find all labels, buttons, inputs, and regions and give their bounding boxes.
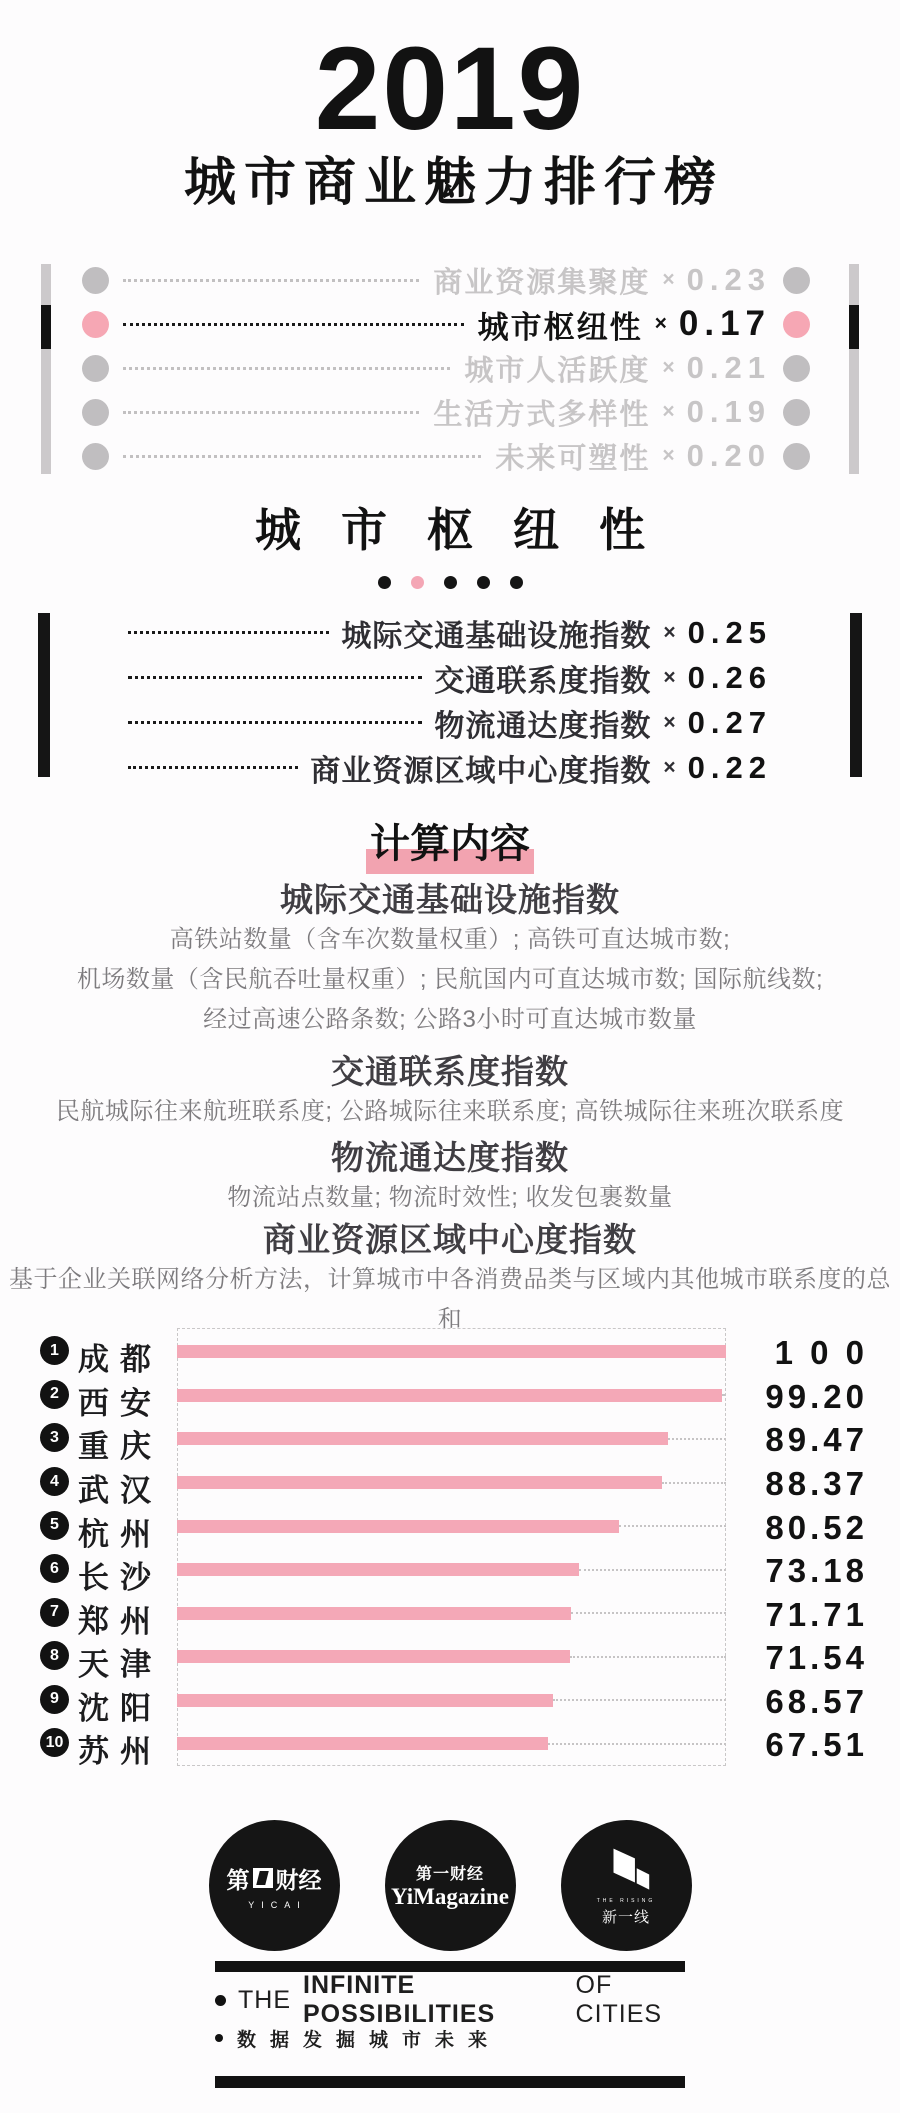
bar [177, 1737, 548, 1750]
highlighted-title: 计算内容 [366, 822, 534, 874]
chart-row [0, 1594, 900, 1639]
right-black-bar [850, 613, 862, 777]
active-row-marker [849, 305, 859, 349]
subindex-label: 城际交通基础设施指数 [341, 619, 652, 653]
rank-badge: 3 [40, 1423, 69, 1452]
bar [177, 1476, 662, 1489]
yicai-zh-right: 财经 [275, 1866, 322, 1893]
right-edge-strip [849, 264, 859, 474]
yicai-logo [209, 1820, 340, 1951]
city-label: 天津 [78, 1647, 162, 1683]
yimagazine-zh: 第一财经 [415, 1866, 484, 1884]
weight-value: 0.21 [686, 350, 771, 386]
carousel-dot [510, 576, 523, 589]
dotted-leader [123, 411, 419, 414]
brand-logos [0, 1820, 900, 1951]
active-row-marker [41, 305, 51, 349]
bar [177, 1694, 553, 1707]
building-icon [599, 1845, 653, 1895]
multiply-sign: × [662, 444, 675, 468]
dotted-leader [123, 323, 464, 326]
ranking-bar-chart [0, 1328, 900, 1768]
city-label: 苏州 [78, 1734, 162, 1770]
value-label: 73.18 [765, 1552, 868, 1590]
bar-leader [553, 1699, 726, 1701]
bar-leader [571, 1612, 726, 1614]
page-title: 城市商业魅力排行榜 [183, 154, 724, 212]
subindex-row [128, 745, 772, 790]
value-label: 67.51 [765, 1726, 868, 1764]
bar-track [177, 1694, 726, 1707]
yicai-latin: YICAI [248, 1899, 307, 1910]
chart-row [0, 1637, 900, 1683]
multiply-sign: × [654, 312, 667, 336]
subindex-row [128, 655, 772, 700]
weight-label: 商业资源集聚度 [433, 266, 651, 299]
value-label: 1 0 0 [774, 1334, 868, 1372]
rank-badge: 2 [40, 1380, 69, 1409]
tagline-en [215, 1971, 685, 2029]
tagline-zh-text: 数据发掘城市未来 [237, 2029, 502, 2051]
city-label: 西安 [78, 1385, 162, 1421]
calc-heading: 交通联系度指数 [331, 1053, 569, 1091]
calc-line: 物流站点数量; 物流时效性; 收发包裹数量 [227, 1184, 673, 1212]
bar-track [177, 1737, 726, 1750]
subindex-label: 交通联系度指数 [434, 664, 652, 698]
weight-value: 0.20 [686, 438, 771, 474]
yicai-square-icon [253, 1868, 273, 1888]
calc-heading: 城际交通基础设施指数 [280, 881, 620, 919]
chart-row [0, 1332, 900, 1378]
rank-badge: 4 [40, 1467, 69, 1496]
value-label: 71.71 [765, 1595, 868, 1633]
dotted-leader [123, 279, 419, 282]
row-dot-icon [82, 355, 109, 382]
rank-badge: 1 [40, 1336, 69, 1365]
bar-track [177, 1476, 726, 1489]
chart-rows [0, 1328, 900, 1770]
bar-track [177, 1345, 726, 1358]
rank-badge: 8 [40, 1641, 69, 1670]
multiply-sign: × [663, 710, 676, 734]
city-label: 沈阳 [78, 1690, 162, 1726]
chart-row [0, 1550, 900, 1596]
bar-leader [668, 1438, 726, 1440]
left-black-bar [38, 613, 50, 777]
row-dot-icon [82, 311, 109, 338]
chart-row [0, 1507, 900, 1552]
city-label: 武汉 [78, 1473, 162, 1509]
yimagazine-latin: YiMagazine [391, 1884, 509, 1910]
chart-row [0, 1724, 900, 1770]
row-dot-icon [783, 443, 810, 470]
chart-row [0, 1376, 900, 1421]
weight-row-active [82, 302, 810, 346]
row-dot-icon [783, 399, 810, 426]
chart-row [0, 1463, 900, 1509]
calc-heading: 商业资源区域中心度指数 [263, 1221, 637, 1259]
city-label: 杭州 [78, 1516, 162, 1552]
section-title: 城市枢纽性 [255, 504, 685, 557]
yimagazine-logo [385, 1820, 516, 1951]
dotted-leader [128, 766, 298, 769]
subindex-value: 0.25 [687, 614, 772, 650]
dotted-leader [128, 721, 422, 724]
weight-value: 0.19 [686, 394, 771, 430]
bar [177, 1607, 571, 1620]
subindex-value: 0.27 [687, 704, 772, 740]
chart-row [0, 1419, 900, 1465]
calc-line: 经过高速公路条数; 公路3小时可直达城市数量 [203, 1006, 697, 1034]
weight-row [82, 258, 810, 302]
value-label: 80.52 [765, 1508, 868, 1546]
bar-leader [722, 1394, 726, 1396]
tagline-bold: INFINITE POSSIBILITIES [303, 1971, 496, 2029]
yicai-zh-left: 第 [226, 1866, 250, 1893]
city-label: 成都 [78, 1342, 162, 1378]
multiply-sign: × [663, 665, 676, 689]
weight-row [82, 346, 810, 390]
city-label: 郑州 [78, 1603, 162, 1639]
tagline-pre: THE [238, 1985, 291, 2014]
row-dot-icon [82, 399, 109, 426]
bar-track [177, 1520, 726, 1533]
multiply-sign: × [662, 400, 675, 424]
carousel-dot [378, 576, 391, 589]
rank-badge: 6 [40, 1554, 69, 1583]
city-label: 长沙 [78, 1560, 162, 1596]
bar-leader [548, 1743, 726, 1745]
bar-leader [619, 1525, 726, 1527]
calc-heading: 物流通达度指数 [331, 1139, 569, 1177]
weight-label: 城市枢纽性 [477, 309, 643, 345]
weight-label: 未来可塑性 [495, 442, 651, 475]
bar-track [177, 1389, 726, 1402]
subindex-value: 0.22 [687, 749, 772, 785]
calc-line: 基于企业关联网络分析方法，计算城市中各消费品类与区域内其他城市联系度的总和 [9, 1266, 891, 1334]
the-rising-zh: 新一线 [601, 1908, 650, 1926]
bar-track [177, 1432, 726, 1445]
weight-row [82, 434, 810, 478]
weight-value: 0.17 [678, 304, 771, 344]
bar [177, 1520, 619, 1533]
bar [177, 1650, 570, 1663]
the-rising-latin: THE RISING [596, 1897, 656, 1904]
city-label: 重庆 [78, 1429, 162, 1465]
rank-badge: 5 [40, 1511, 69, 1540]
bar [177, 1563, 579, 1576]
bullet-icon [215, 2034, 223, 2042]
multiply-sign: × [663, 755, 676, 779]
row-dot-icon [783, 311, 810, 338]
bar-leader [662, 1482, 726, 1484]
bullet-icon [215, 1995, 226, 2006]
bar [177, 1389, 722, 1402]
bar-leader [570, 1656, 726, 1658]
tagline-post: OF CITIES [575, 1971, 663, 2029]
bar-track [177, 1607, 726, 1620]
value-label: 89.47 [765, 1421, 868, 1459]
multiply-sign: × [662, 268, 675, 292]
weight-label: 生活方式多样性 [433, 398, 651, 431]
weight-list [0, 258, 900, 478]
bar [177, 1432, 668, 1445]
dotted-leader [123, 455, 481, 458]
subindex-label: 物流通达度指数 [434, 709, 652, 743]
subindex-label: 商业资源区域中心度指数 [310, 754, 652, 788]
calc-line: 机场数量（含民航吞吐量权重）; 民航国内可直达城市数; 国际航线数; [76, 966, 824, 994]
title-year: 2019 [314, 23, 586, 155]
value-label: 71.54 [765, 1639, 868, 1677]
rank-badge: 10 [40, 1728, 69, 1757]
chart-row [0, 1681, 900, 1726]
dotted-leader [123, 367, 450, 370]
row-dot-icon [82, 267, 109, 294]
value-label: 99.20 [765, 1377, 868, 1415]
carousel-dots [0, 576, 900, 589]
row-dot-icon [82, 443, 109, 470]
dotted-leader [128, 676, 422, 679]
value-label: 88.37 [765, 1465, 868, 1503]
footer [215, 1961, 685, 2088]
bar-leader [579, 1569, 726, 1571]
carousel-dot [477, 576, 490, 589]
carousel-dot [444, 576, 457, 589]
multiply-sign: × [662, 356, 675, 380]
subindex-value: 0.26 [687, 659, 772, 695]
left-edge-strip [41, 264, 51, 474]
rank-badge: 7 [40, 1598, 69, 1627]
value-label: 68.57 [765, 1682, 868, 1720]
bar-track [177, 1650, 726, 1663]
divider-bar [215, 2076, 685, 2088]
calc-section-title [0, 820, 900, 868]
subindex-list [0, 610, 900, 790]
weight-value: 0.23 [686, 262, 771, 298]
multiply-sign: × [663, 620, 676, 644]
rank-badge: 9 [40, 1685, 69, 1714]
weight-row [82, 390, 810, 434]
row-dot-icon [783, 355, 810, 382]
carousel-dot-active [411, 576, 424, 589]
subindex-row [128, 700, 772, 745]
calc-line: 民航城际往来航班联系度; 公路城际往来联系度; 高铁城际往来班次联系度 [55, 1098, 845, 1126]
bar-track [177, 1563, 726, 1576]
calc-line: 高铁站数量（含车次数量权重）; 高铁可直达城市数; [169, 926, 731, 954]
bar [177, 1345, 726, 1358]
weight-label: 城市人活跃度 [464, 354, 651, 387]
subindex-row [128, 610, 772, 655]
the-rising-logo [561, 1820, 692, 1951]
dotted-leader [128, 631, 329, 634]
row-dot-icon [783, 267, 810, 294]
